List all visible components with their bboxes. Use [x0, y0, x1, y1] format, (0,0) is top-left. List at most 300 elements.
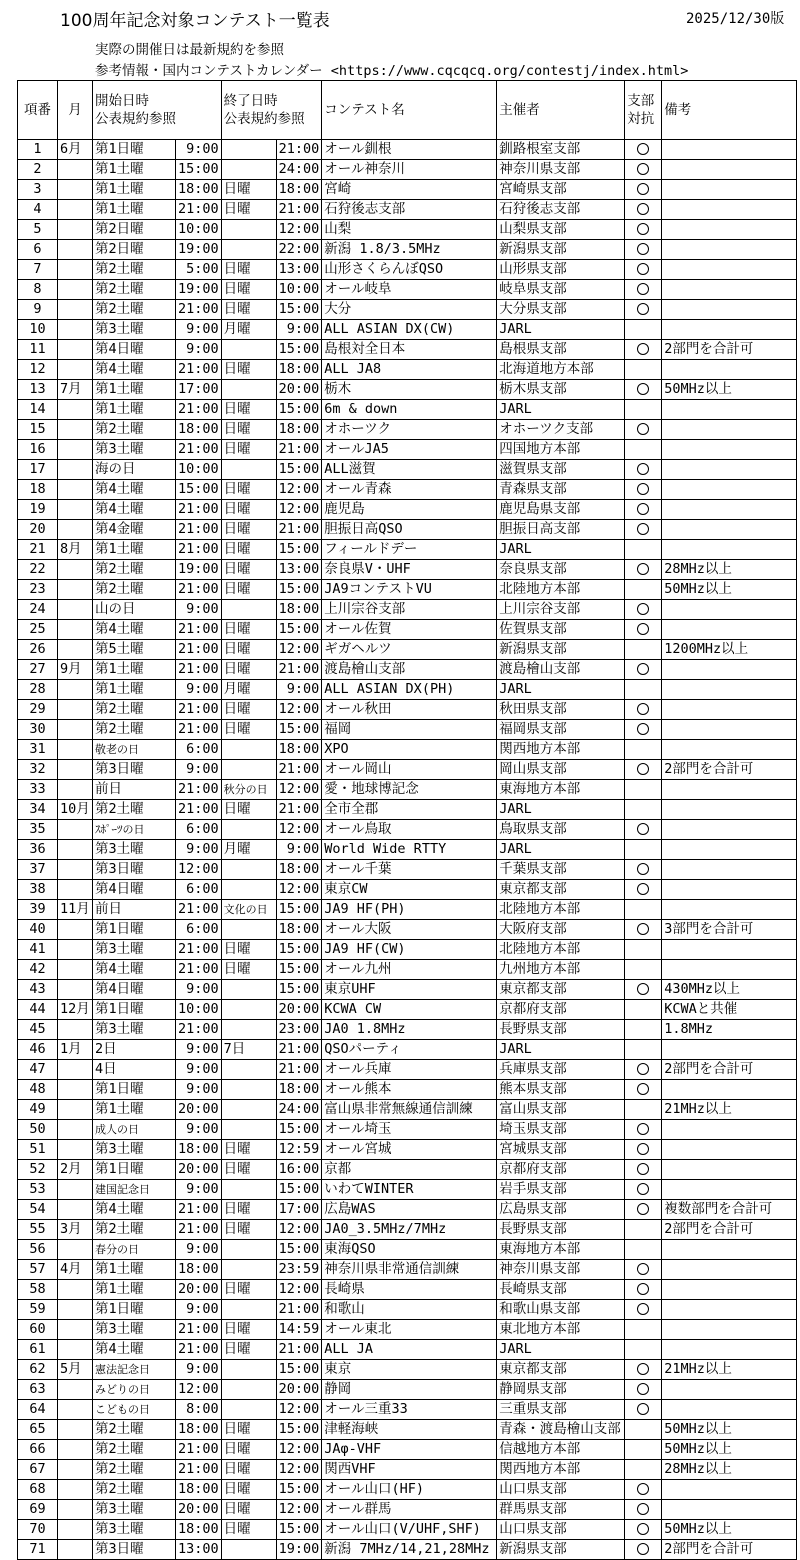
- row-contest-name: 神奈川県非常通信訓練: [322, 1260, 497, 1280]
- row-contest-name: オール兵庫: [322, 1060, 497, 1080]
- row-organizer: 新潟県支部: [497, 640, 625, 660]
- row-branch-mark: [625, 1000, 662, 1020]
- row-month: 4月: [58, 1260, 93, 1280]
- row-branch-mark: [625, 760, 662, 780]
- row-start-time: 9:00: [176, 600, 222, 620]
- row-end-time: 12:00: [276, 1280, 322, 1300]
- row-end-time: 12:00: [276, 780, 322, 800]
- table-row: [18, 1100, 797, 1120]
- row-end-time: 21:00: [276, 520, 322, 540]
- row-branch-mark: [625, 220, 662, 240]
- row-contest-name: 静岡: [322, 1380, 497, 1400]
- circle-mark-icon: [637, 983, 649, 995]
- row-end-day: 日曜: [221, 560, 276, 580]
- row-branch-mark: [625, 860, 662, 880]
- row-start-time: 17:00: [176, 380, 222, 400]
- row-start-day: 第1土曜: [93, 1280, 176, 1300]
- row-no: 55: [18, 1220, 58, 1240]
- row-month: [58, 180, 93, 200]
- row-remarks: 2部門を合計可: [662, 1220, 797, 1240]
- circle-mark-icon: [637, 1523, 649, 1535]
- circle-mark-icon: [637, 603, 649, 615]
- row-contest-name: オール鳥取: [322, 820, 497, 840]
- row-end-time: 12:00: [276, 1460, 322, 1480]
- table-row: [18, 260, 797, 280]
- row-organizer: 岩手県支部: [497, 1180, 625, 1200]
- row-contest-name: 新潟 1.8/3.5MHz: [322, 240, 497, 260]
- table-row: [18, 1300, 797, 1320]
- row-end-time: 24:00: [276, 160, 322, 180]
- circle-mark-icon: [637, 483, 649, 495]
- row-end-time: 19:00: [276, 1540, 322, 1560]
- circle-mark-icon: [637, 1383, 649, 1395]
- row-contest-name: 愛・地球博記念: [322, 780, 497, 800]
- row-month: [58, 1340, 93, 1360]
- row-start-day: 第1日曜: [93, 920, 176, 940]
- row-no: 14: [18, 400, 58, 420]
- row-start-time: 20:00: [176, 1500, 222, 1520]
- row-start-time: 21:00: [176, 540, 222, 560]
- row-start-time: 18:00: [176, 420, 222, 440]
- table-row: [18, 740, 797, 760]
- circle-mark-icon: [637, 1483, 649, 1495]
- table-row: [18, 1280, 797, 1300]
- row-start-day: 第1日曜: [93, 140, 176, 160]
- row-month: [58, 860, 93, 880]
- row-month: [58, 1120, 93, 1140]
- table-row: [18, 620, 797, 640]
- row-start-time: 9:00: [176, 680, 222, 700]
- row-end-day: [221, 880, 276, 900]
- row-start-day: 第2日曜: [93, 220, 176, 240]
- row-end-time: 15:00: [276, 1420, 322, 1440]
- row-start-time: 21:00: [176, 440, 222, 460]
- row-organizer: 渡島檜山支部: [497, 660, 625, 680]
- row-start-day: 春分の日: [93, 1240, 176, 1260]
- row-end-day: 文化の日: [221, 900, 276, 920]
- row-end-time: 9:00: [276, 680, 322, 700]
- row-no: 21: [18, 540, 58, 560]
- row-start-time: 9:00: [176, 1240, 222, 1260]
- table-row: [18, 480, 797, 500]
- row-branch-mark: [625, 1500, 662, 1520]
- row-end-day: [221, 1300, 276, 1320]
- row-start-time: 9:00: [176, 1040, 222, 1060]
- row-month: 2月: [58, 1160, 93, 1180]
- row-end-time: 9:00: [276, 840, 322, 860]
- table-row: [18, 640, 797, 660]
- row-branch-mark: [625, 1080, 662, 1100]
- row-start-day: 憲法記念日: [93, 1360, 176, 1380]
- row-start-day: 第4土曜: [93, 620, 176, 640]
- row-end-time: 15:00: [276, 460, 322, 480]
- circle-mark-icon: [637, 163, 649, 175]
- circle-mark-icon: [637, 563, 649, 575]
- row-start-day: 第5土曜: [93, 640, 176, 660]
- row-start-time: 21:00: [176, 500, 222, 520]
- row-organizer: 広島県支部: [497, 1200, 625, 1220]
- row-end-time: 12:00: [276, 1440, 322, 1460]
- row-organizer: 千葉県支部: [497, 860, 625, 880]
- row-month: [58, 1300, 93, 1320]
- row-organizer: 東海地方本部: [497, 780, 625, 800]
- row-branch-mark: [625, 200, 662, 220]
- row-month: [58, 460, 93, 480]
- row-month: [58, 160, 93, 180]
- table-row: [18, 940, 797, 960]
- row-month: [58, 300, 93, 320]
- row-organizer: 釧路根室支部: [497, 140, 625, 160]
- circle-mark-icon: [637, 263, 649, 275]
- row-branch-mark: [625, 1300, 662, 1320]
- row-organizer: 神奈川県支部: [497, 160, 625, 180]
- row-end-day: 日曜: [221, 1140, 276, 1160]
- row-remarks: [662, 320, 797, 340]
- row-contest-name: JA9 HF(CW): [322, 940, 497, 960]
- row-remarks: [662, 1280, 797, 1300]
- row-start-time: 9:00: [176, 1080, 222, 1100]
- row-end-day: [221, 1380, 276, 1400]
- row-start-day: 第4土曜: [93, 960, 176, 980]
- row-start-time: 20:00: [176, 1100, 222, 1120]
- row-organizer: JARL: [497, 840, 625, 860]
- row-end-time: 15:00: [276, 1120, 322, 1140]
- circle-mark-icon: [637, 623, 649, 635]
- row-end-time: 18:00: [276, 180, 322, 200]
- note-line-2: 参考情報・国内コンテストカレンダー <https://www.cqcqcq.org/contestj/index.html>: [95, 63, 689, 79]
- row-contest-name: JA0 1.8MHz: [322, 1020, 497, 1040]
- row-no: 44: [18, 1000, 58, 1020]
- row-start-day: 第2土曜: [93, 560, 176, 580]
- row-end-day: [221, 1060, 276, 1080]
- row-branch-mark: [625, 260, 662, 280]
- row-start-time: 9:00: [176, 140, 222, 160]
- row-remarks: [662, 280, 797, 300]
- row-end-day: [221, 760, 276, 780]
- row-start-day: 第1日曜: [93, 1160, 176, 1180]
- row-month: [58, 600, 93, 620]
- row-start-time: 21:00: [176, 800, 222, 820]
- row-remarks: [662, 820, 797, 840]
- row-start-time: 10:00: [176, 460, 222, 480]
- table-row: [18, 1060, 797, 1080]
- col-start-header-line1: 開始日時: [95, 93, 149, 109]
- row-end-time: 12:00: [276, 640, 322, 660]
- circle-mark-icon: [637, 1163, 649, 1175]
- row-branch-mark: [625, 1260, 662, 1280]
- row-month: 9月: [58, 660, 93, 680]
- row-month: [58, 220, 93, 240]
- row-no: 2: [18, 160, 58, 180]
- row-branch-mark: [625, 620, 662, 640]
- col-end-header: [221, 81, 322, 140]
- table-row: [18, 820, 797, 840]
- row-end-day: 日曜: [221, 540, 276, 560]
- table-row: [18, 560, 797, 580]
- row-end-time: 18:00: [276, 600, 322, 620]
- row-no: 59: [18, 1300, 58, 1320]
- row-month: [58, 820, 93, 840]
- col-organizer-header: 主催者: [497, 81, 625, 140]
- row-end-time: 15:00: [276, 300, 322, 320]
- row-end-time: 20:00: [276, 1000, 322, 1020]
- row-branch-mark: [625, 1360, 662, 1380]
- row-branch-mark: [625, 1020, 662, 1040]
- row-start-day: 第3土曜: [93, 1020, 176, 1040]
- row-end-time: 23:00: [276, 1020, 322, 1040]
- row-no: 16: [18, 440, 58, 460]
- row-start-time: 9:00: [176, 320, 222, 340]
- row-month: [58, 1060, 93, 1080]
- row-contest-name: ALL滋賀: [322, 460, 497, 480]
- row-remarks: [662, 400, 797, 420]
- row-month: [58, 1320, 93, 1340]
- row-month: [58, 1240, 93, 1260]
- circle-mark-icon: [637, 343, 649, 355]
- row-end-time: 15:00: [276, 960, 322, 980]
- row-organizer: 山口県支部: [497, 1520, 625, 1540]
- row-no: 36: [18, 840, 58, 860]
- row-start-day: 第1土曜: [93, 680, 176, 700]
- row-branch-mark: [625, 680, 662, 700]
- circle-mark-icon: [637, 1143, 649, 1155]
- row-contest-name: フィールドデー: [322, 540, 497, 560]
- table-row: [18, 680, 797, 700]
- row-month: [58, 1420, 93, 1440]
- table-row: [18, 580, 797, 600]
- circle-mark-icon: [637, 1303, 649, 1315]
- row-end-time: 23:59: [276, 1260, 322, 1280]
- row-organizer: 上川宗谷支部: [497, 600, 625, 620]
- row-start-day: 第1土曜: [93, 160, 176, 180]
- row-branch-mark: [625, 1240, 662, 1260]
- row-branch-mark: [625, 140, 662, 160]
- row-branch-mark: [625, 1280, 662, 1300]
- row-organizer: 京都府支部: [497, 1160, 625, 1180]
- row-remarks: [662, 220, 797, 240]
- row-month: 1月: [58, 1040, 93, 1060]
- row-remarks: [662, 1300, 797, 1320]
- col-name-header: コンテスト名: [322, 81, 497, 140]
- row-organizer: 山口県支部: [497, 1480, 625, 1500]
- row-no: 51: [18, 1140, 58, 1160]
- row-start-day: 第3日曜: [93, 760, 176, 780]
- circle-mark-icon: [637, 1543, 649, 1555]
- row-end-time: 18:00: [276, 920, 322, 940]
- row-branch-mark: [625, 180, 662, 200]
- row-contest-name: ALL JA: [322, 1340, 497, 1360]
- row-contest-name: 全市全郡: [322, 800, 497, 820]
- row-contest-name: 奈良県V・UHF: [322, 560, 497, 580]
- row-remarks: [662, 1160, 797, 1180]
- row-end-day: [221, 1260, 276, 1280]
- row-end-day: [221, 1240, 276, 1260]
- row-no: 38: [18, 880, 58, 900]
- row-start-day: 第1土曜: [93, 1260, 176, 1280]
- row-start-day: 第4土曜: [93, 500, 176, 520]
- row-start-day: 前日: [93, 900, 176, 920]
- circle-mark-icon: [637, 1063, 649, 1075]
- row-branch-mark: [625, 420, 662, 440]
- table-row: [18, 1140, 797, 1160]
- row-month: 12月: [58, 1000, 93, 1020]
- row-start-time: 21:00: [176, 1020, 222, 1040]
- row-start-day: 第1土曜: [93, 380, 176, 400]
- row-contest-name: QSOパーティ: [322, 1040, 497, 1060]
- row-remarks: 1200MHz以上: [662, 640, 797, 660]
- row-start-time: 21:00: [176, 960, 222, 980]
- row-branch-mark: [625, 520, 662, 540]
- row-month: [58, 740, 93, 760]
- row-remarks: [662, 1340, 797, 1360]
- table-row: [18, 1200, 797, 1220]
- row-organizer: 北陸地方本部: [497, 580, 625, 600]
- table-header-row: [18, 81, 797, 140]
- row-start-time: 18:00: [176, 1140, 222, 1160]
- row-branch-mark: [625, 1440, 662, 1460]
- row-end-time: 18:00: [276, 1080, 322, 1100]
- row-end-time: 21:00: [276, 1340, 322, 1360]
- row-organizer: 四国地方本部: [497, 440, 625, 460]
- row-no: 52: [18, 1160, 58, 1180]
- row-branch-mark: [625, 1380, 662, 1400]
- row-end-time: 15:00: [276, 1240, 322, 1260]
- row-end-time: 16:00: [276, 1160, 322, 1180]
- circle-mark-icon: [637, 883, 649, 895]
- col-remarks-header: 備考: [662, 81, 797, 140]
- row-branch-mark: [625, 580, 662, 600]
- contest-table: [17, 80, 797, 1560]
- row-no: 42: [18, 960, 58, 980]
- row-start-time: 21:00: [176, 520, 222, 540]
- table-row: [18, 200, 797, 220]
- row-end-day: [221, 380, 276, 400]
- row-remarks: [662, 1400, 797, 1420]
- row-end-day: 日曜: [221, 1320, 276, 1340]
- row-end-day: 日曜: [221, 1280, 276, 1300]
- row-branch-mark: [625, 800, 662, 820]
- row-contest-name: 鹿児島: [322, 500, 497, 520]
- row-branch-mark: [625, 640, 662, 660]
- row-month: [58, 680, 93, 700]
- row-branch-mark: [625, 160, 662, 180]
- row-remarks: [662, 540, 797, 560]
- row-end-day: 日曜: [221, 500, 276, 520]
- row-start-time: 18:00: [176, 1260, 222, 1280]
- table-row: [18, 1340, 797, 1360]
- row-start-time: 9:00: [176, 760, 222, 780]
- row-remarks: [662, 460, 797, 480]
- row-start-day: 第1土曜: [93, 660, 176, 680]
- row-organizer: 山梨県支部: [497, 220, 625, 240]
- row-end-time: 21:00: [276, 1040, 322, 1060]
- row-start-day: 第2土曜: [93, 1220, 176, 1240]
- row-end-day: 日曜: [221, 620, 276, 640]
- row-start-time: 21:00: [176, 1440, 222, 1460]
- table-row: [18, 700, 797, 720]
- row-start-time: 15:00: [176, 480, 222, 500]
- row-month: [58, 700, 93, 720]
- row-end-time: 15:00: [276, 620, 322, 640]
- row-remarks: [662, 1120, 797, 1140]
- row-organizer: 関西地方本部: [497, 740, 625, 760]
- row-month: [58, 640, 93, 660]
- row-end-time: 12:59: [276, 1140, 322, 1160]
- row-end-day: 月曜: [221, 680, 276, 700]
- row-remarks: [662, 780, 797, 800]
- row-start-time: 21:00: [176, 640, 222, 660]
- row-organizer: 東京都支部: [497, 980, 625, 1000]
- row-start-time: 9:00: [176, 1060, 222, 1080]
- row-end-time: 14:59: [276, 1320, 322, 1340]
- row-end-day: [221, 1100, 276, 1120]
- row-contest-name: 津軽海峡: [322, 1420, 497, 1440]
- row-start-day: 第1土曜: [93, 180, 176, 200]
- row-start-day: 第2土曜: [93, 720, 176, 740]
- row-month: [58, 1200, 93, 1220]
- row-end-time: 21:00: [276, 440, 322, 460]
- row-branch-mark: [625, 1420, 662, 1440]
- col-start-header-line2: 公表規約参照: [95, 111, 176, 127]
- row-end-time: 18:00: [276, 860, 322, 880]
- row-contest-name: 石狩後志支部: [322, 200, 497, 220]
- row-month: [58, 780, 93, 800]
- row-organizer: オホーツク支部: [497, 420, 625, 440]
- row-start-day: 第4土曜: [93, 1340, 176, 1360]
- row-no: 57: [18, 1260, 58, 1280]
- row-organizer: 東京都支部: [497, 1360, 625, 1380]
- table-row: [18, 520, 797, 540]
- row-organizer: 東京都支部: [497, 880, 625, 900]
- row-organizer: JARL: [497, 540, 625, 560]
- row-organizer: 大阪府支部: [497, 920, 625, 940]
- row-end-day: 日曜: [221, 1480, 276, 1500]
- row-branch-mark: [625, 960, 662, 980]
- circle-mark-icon: [637, 723, 649, 735]
- circle-mark-icon: [637, 183, 649, 195]
- table-row: [18, 320, 797, 340]
- row-no: 8: [18, 280, 58, 300]
- row-start-day: みどりの日: [93, 1380, 176, 1400]
- row-end-day: 日曜: [221, 1440, 276, 1460]
- row-contest-name: オール群馬: [322, 1500, 497, 1520]
- col-end-header-line2: 公表規約参照: [223, 111, 305, 127]
- row-no: 56: [18, 1240, 58, 1260]
- row-month: 5月: [58, 1360, 93, 1380]
- row-month: [58, 880, 93, 900]
- circle-mark-icon: [637, 143, 649, 155]
- table-row: [18, 540, 797, 560]
- row-start-time: 9:00: [176, 980, 222, 1000]
- row-branch-mark: [625, 460, 662, 480]
- row-contest-name: オール岐阜: [322, 280, 497, 300]
- row-no: 48: [18, 1080, 58, 1100]
- row-month: [58, 1520, 93, 1540]
- row-branch-mark: [625, 480, 662, 500]
- row-month: [58, 760, 93, 780]
- circle-mark-icon: [637, 283, 649, 295]
- row-end-time: 21:00: [276, 140, 322, 160]
- row-contest-name: JA9 HF(PH): [322, 900, 497, 920]
- row-end-day: [221, 860, 276, 880]
- row-end-day: 日曜: [221, 1160, 276, 1180]
- row-remarks: [662, 660, 797, 680]
- row-month: [58, 1020, 93, 1040]
- row-remarks: [662, 260, 797, 280]
- row-organizer: 石狩後志支部: [497, 200, 625, 220]
- row-end-day: [221, 740, 276, 760]
- row-start-day: 第3土曜: [93, 320, 176, 340]
